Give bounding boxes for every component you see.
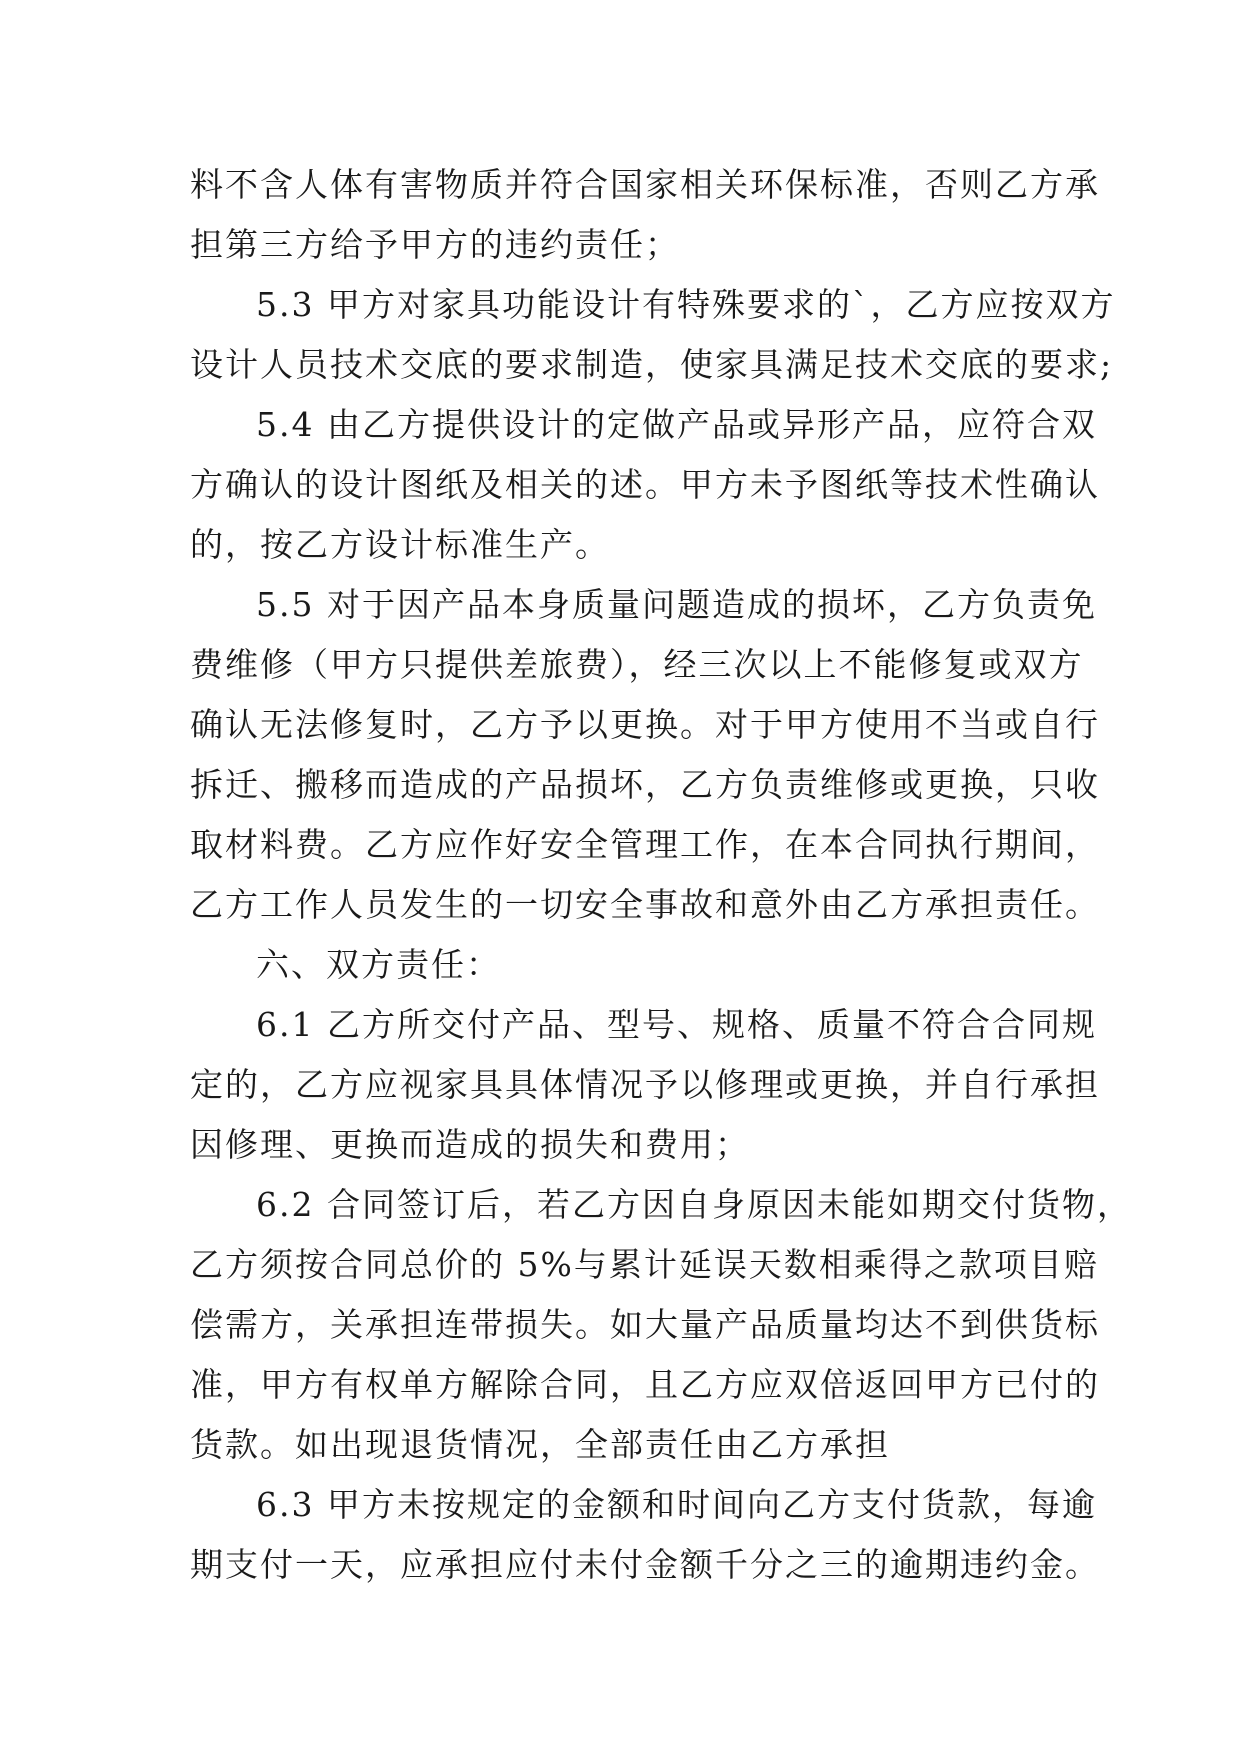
text-line: 偿需方，关承担连带损失。如大量产品质量均达不到供货标 (190, 1305, 1100, 1344)
text-line: 的，按乙方设计标准生产。 (190, 525, 610, 564)
section-heading: 六、双方责任： (256, 945, 501, 984)
clause-6-2-line: 6.2 合同签订后，若乙方因自身原因未能如期交付货物， (256, 1185, 1132, 1224)
text-line: 定的，乙方应视家具具体情况予以修理或更换，并自行承担 (190, 1065, 1100, 1104)
document-body (190, 155, 1132, 1595)
clause-6-1-line: 6.1 乙方所交付产品、型号、规格、质量不符合合同规 (256, 1005, 1097, 1044)
text-line: 乙方工作人员发生的一切安全事故和意外由乙方承担责任。 (190, 885, 1100, 924)
text-line: 期支付一天，应承担应付未付金额千分之三的逾期违约金。 (190, 1545, 1100, 1584)
text-line: 费维修（甲方只提供差旅费），经三次以上不能修复或双方 (190, 645, 1084, 684)
clause-5-3-line: 5.3 甲方对家具功能设计有特殊要求的`，乙方应按双方 (256, 285, 1116, 324)
text-line: 料不含人体有害物质并符合国家相关环保标准，否则乙方承 (190, 165, 1100, 204)
clause-6-3-line: 6.3 甲方未按规定的金额和时间向乙方支付货款，每逾 (256, 1485, 1097, 1524)
text-line: 准，甲方有权单方解除合同，且乙方应双倍返回甲方已付的 (190, 1365, 1100, 1404)
text-line: 方确认的设计图纸及相关的述。甲方未予图纸等技术性确认 (190, 465, 1100, 504)
clause-5-5-line: 5.5 对于因产品本身质量问题造成的损坏，乙方负责免 (256, 585, 1097, 624)
text-line: 确认无法修复时，乙方予以更换。对于甲方使用不当或自行 (190, 705, 1100, 744)
text-line: 取材料费。乙方应作好安全管理工作，在本合同执行期间， (190, 825, 1100, 864)
text-line: 因修理、更换而造成的损失和费用； (190, 1125, 750, 1164)
text-line: 乙方须按合同总价的 5%与累计延误天数相乘得之款项目赔 (190, 1245, 1099, 1284)
text-line: 担第三方给予甲方的违约责任； (190, 225, 680, 264)
text-line: 设计人员技术交底的要求制造，使家具满足技术交底的要求; (190, 345, 1114, 384)
clause-5-4-line: 5.4 由乙方提供设计的定做产品或异形产品，应符合双 (256, 405, 1097, 444)
text-line: 拆迁、搬移而造成的产品损坏，乙方负责维修或更换，只收 (190, 765, 1100, 804)
text-line: 货款。如出现退货情况，全部责任由乙方承担 (190, 1425, 890, 1464)
